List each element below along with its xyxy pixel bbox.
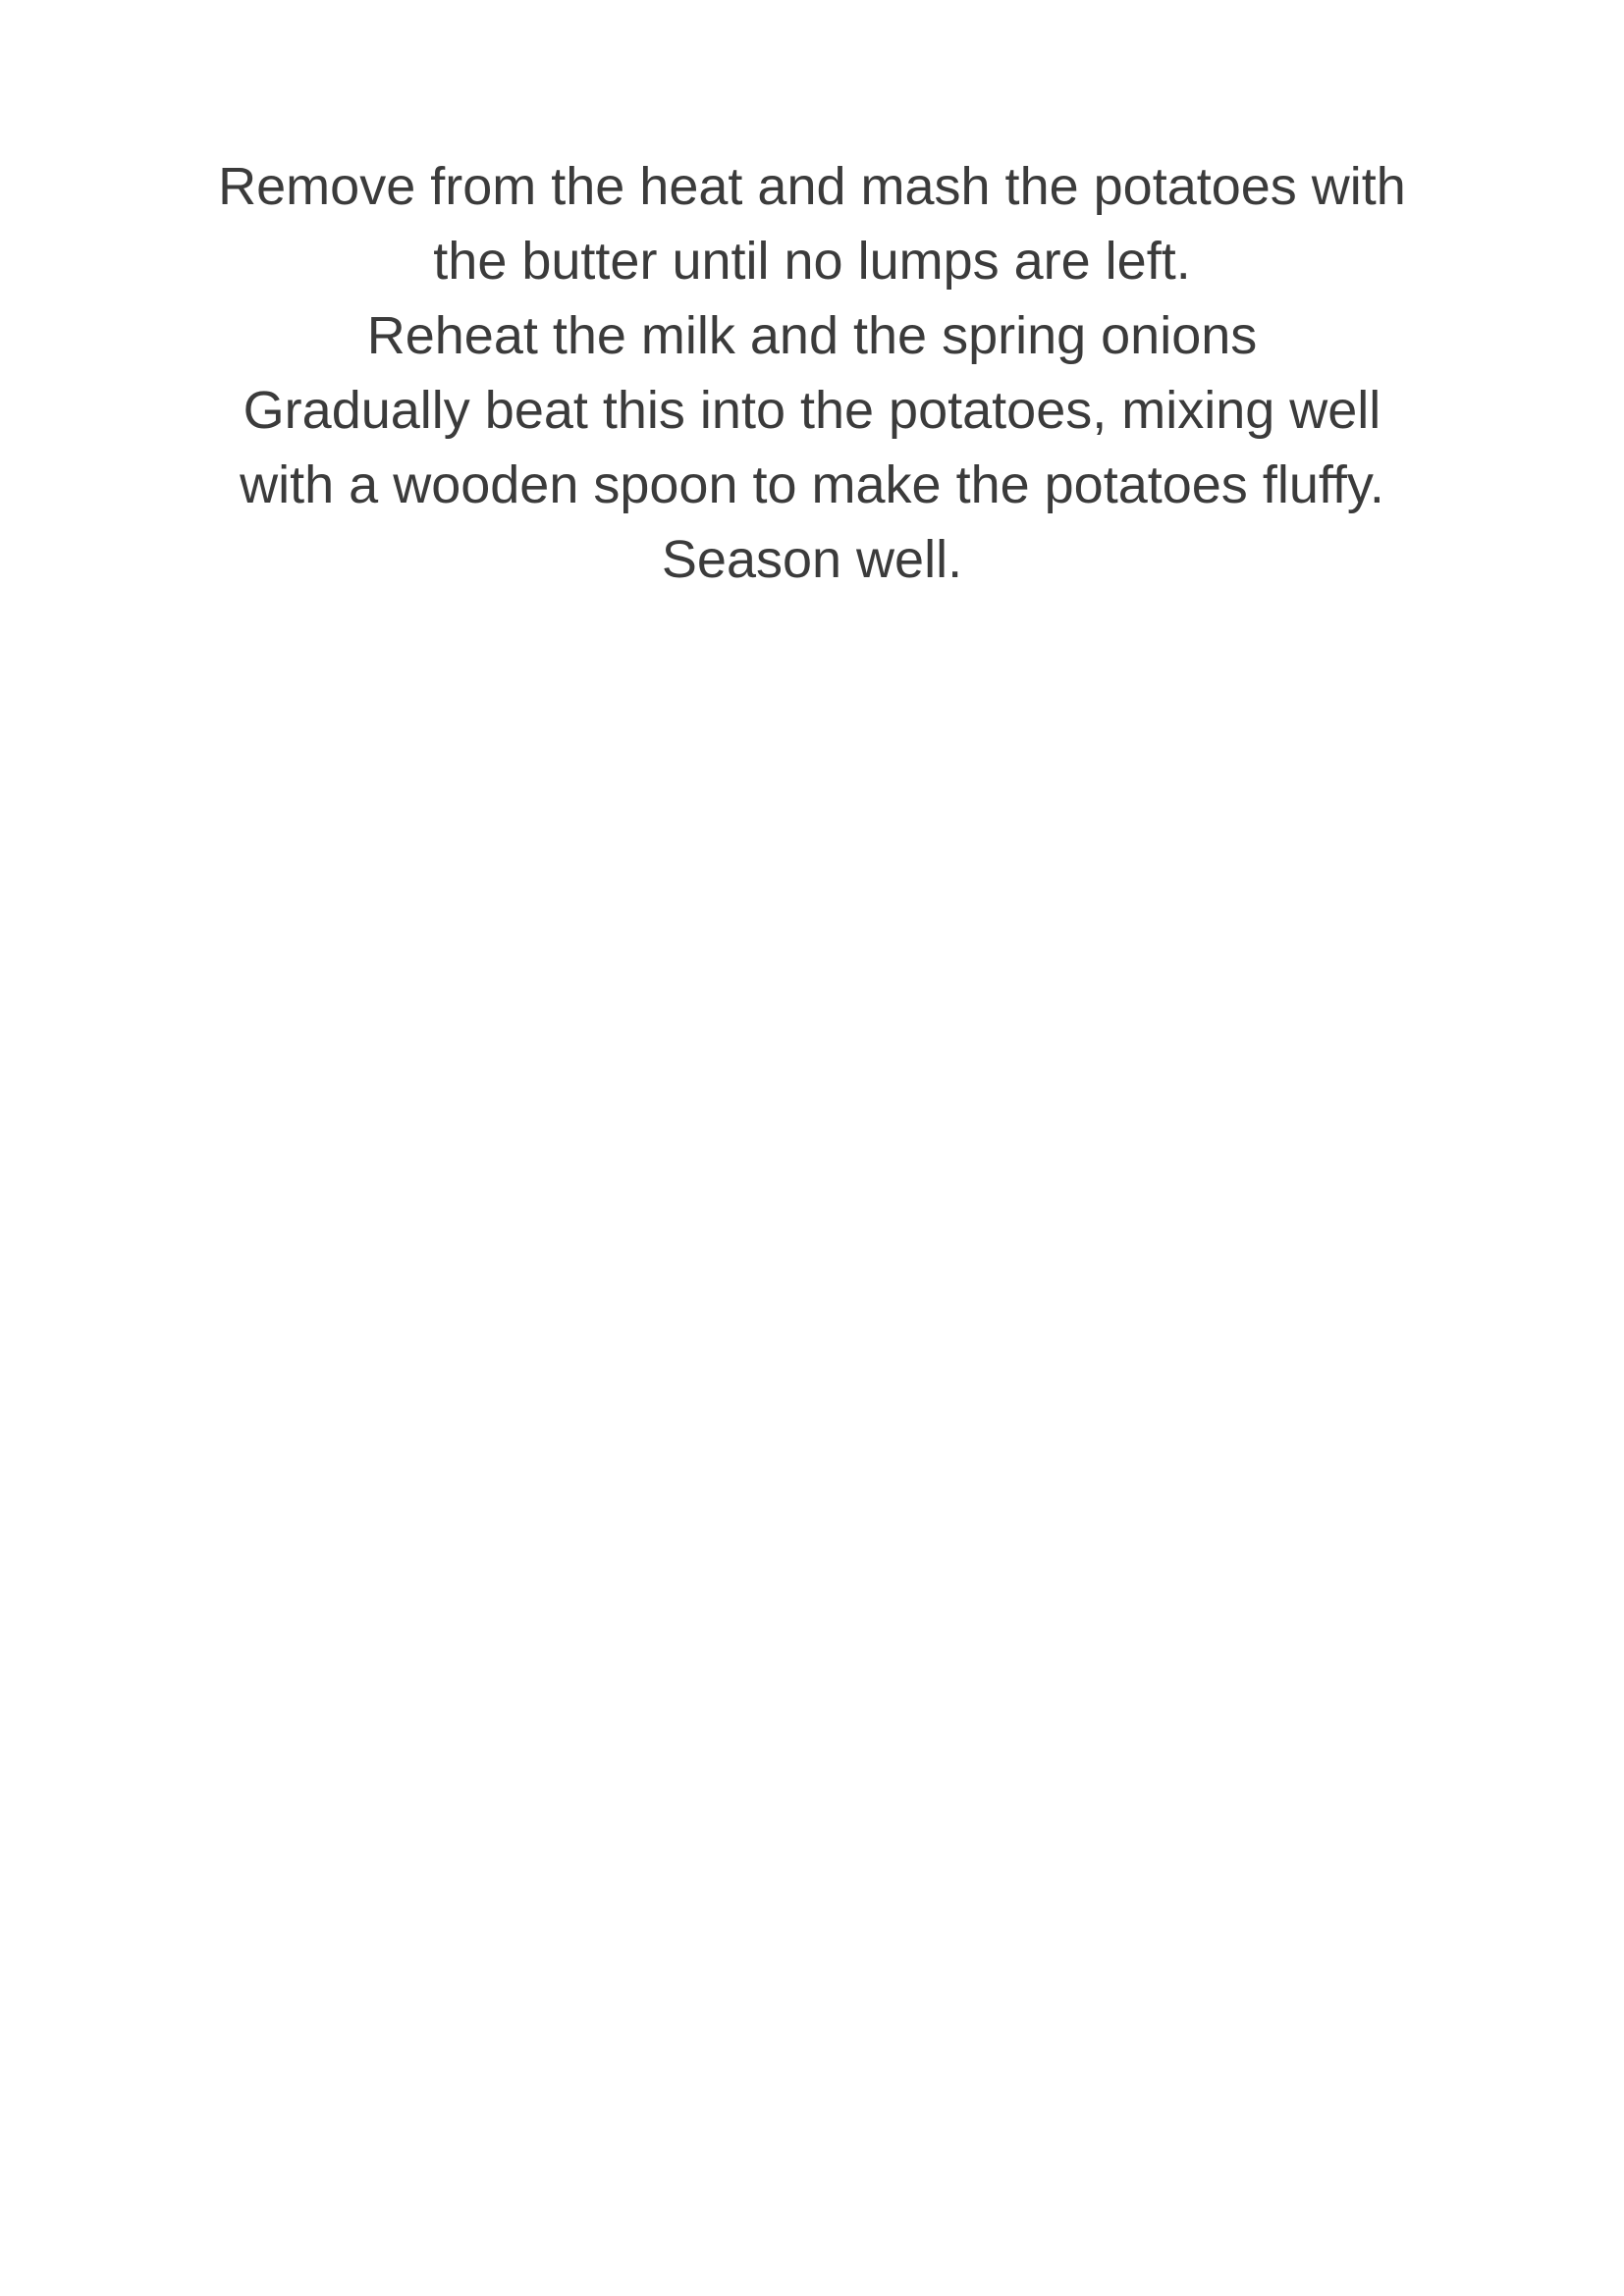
instruction-line: Reheat the milk and the spring onions	[366, 306, 1258, 365]
instructions-text-block	[0, 149, 1624, 597]
instruction-line: Remove from the heat and mash the potatoes with	[218, 157, 1406, 216]
instruction-line: the butter until no lumps are left.	[433, 232, 1191, 291]
instruction-line: Gradually beat this into the potatoes, mixing well	[243, 381, 1381, 440]
instruction-line: with a wooden spoon to make the potatoes fluffy.	[240, 455, 1384, 514]
instruction-line: Season well.	[661, 530, 963, 589]
